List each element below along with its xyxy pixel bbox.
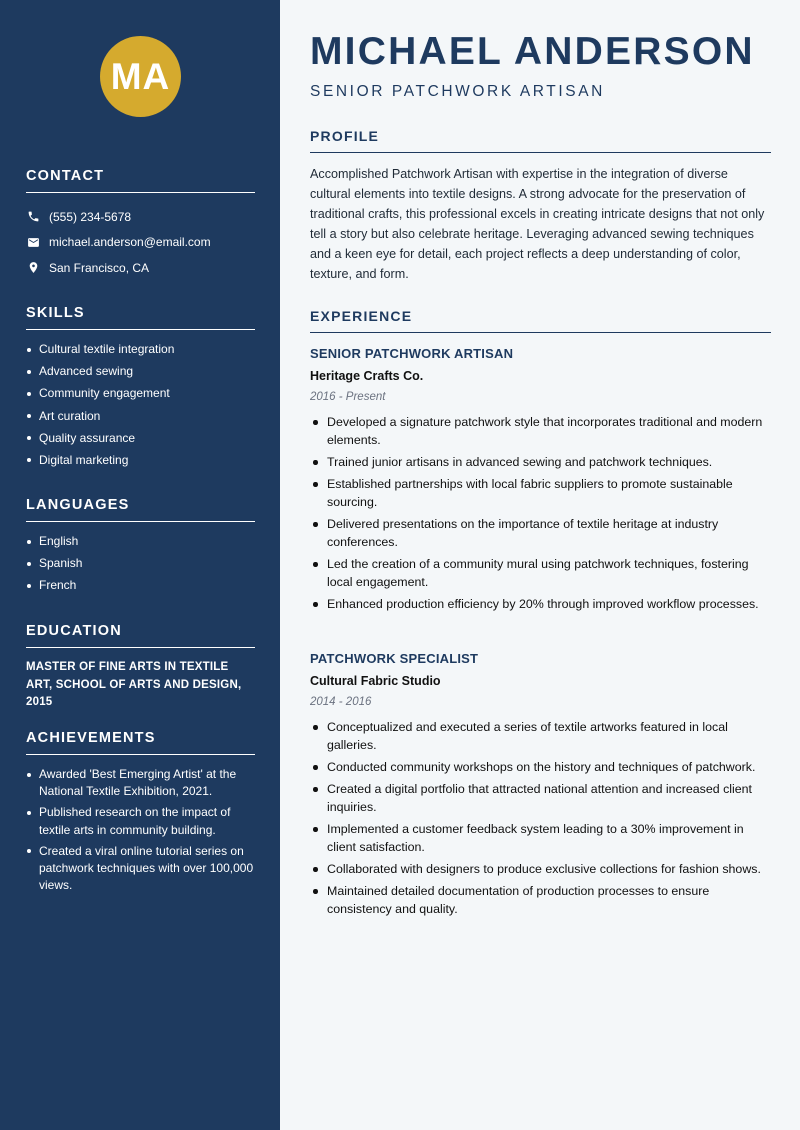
achievements-list xyxy=(26,766,255,894)
skill-item: Advanced sewing xyxy=(26,363,255,379)
avatar-initials: MA xyxy=(110,55,171,97)
job-title: PATCHWORK SPECIALIST xyxy=(310,651,479,666)
job-bullet: Led the creation of a community mural using patchwork techniques, fostering local engagement. xyxy=(310,555,771,591)
location-pin-icon xyxy=(26,261,40,275)
languages-section xyxy=(26,497,255,600)
profile-heading: PROFILE xyxy=(310,128,771,153)
skill-item: Art curation xyxy=(26,408,255,424)
job-bullets xyxy=(310,718,771,918)
language-item: English xyxy=(26,533,255,549)
page-title: MICHAEL ANDERSON xyxy=(310,30,755,73)
contact-list xyxy=(26,204,255,281)
profile-summary: Accomplished Patchwork Artisan with expertise in the integration of diverse cultural elements into textile designs. A strong advocate for the preservation of traditional crafts, this professional excels in creating intricate designs that not only tell a story but also celebrate heritage. Leveraging advanced sewing techniques and a keen eye for detail, each project reflects a deep understanding of color, texture, and form. xyxy=(310,167,765,281)
contact-heading: CONTACT xyxy=(26,168,255,193)
job-bullet: Trained junior artisans in advanced sewing and patchwork techniques. xyxy=(310,453,771,471)
job-dates: 2016 - Present xyxy=(310,391,386,403)
job-title: SENIOR PATCHWORK ARTISAN xyxy=(310,346,514,361)
skill-item: Quality assurance xyxy=(26,430,255,446)
achievements-section xyxy=(26,730,255,898)
education-degree: MASTER OF FINE ARTS IN TEXTILE ART, SCHOOL OF ARTS AND DESIGN, 2015 xyxy=(26,661,242,708)
education-section xyxy=(26,623,255,712)
achievement-item: Published research on the impact of textile arts in community building. xyxy=(26,804,255,838)
contact-email-text[interactable]: michael.anderson@email.com xyxy=(49,235,211,250)
experience-section xyxy=(310,308,771,333)
job-title-header: SENIOR PATCHWORK ARTISAN xyxy=(310,83,605,100)
job-bullet: Established partnerships with local fabric suppliers to promote sustainable sourcing. xyxy=(310,475,771,511)
languages-list xyxy=(26,533,255,593)
experience-job xyxy=(310,346,771,617)
job-bullets xyxy=(310,413,771,613)
contact-section xyxy=(26,168,255,281)
job-bullet: Delivered presentations on the importance of textile heritage at industry conferences. xyxy=(310,515,771,551)
achievement-item: Awarded 'Best Emerging Artist' at the National Textile Exhibition, 2021. xyxy=(26,766,255,800)
job-bullet: Maintained detailed documentation of production processes to ensure consistency and quality. xyxy=(310,882,771,918)
achievement-item: Created a viral online tutorial series on patchwork techniques with over 100,000 views. xyxy=(26,843,255,895)
job-bullet: Enhanced production efficiency by 20% through improved workflow processes. xyxy=(310,595,771,613)
contact-phone-text[interactable]: (555) 234-5678 xyxy=(49,209,132,224)
profile-section xyxy=(310,128,771,284)
education-heading: EDUCATION xyxy=(26,623,255,648)
phone-icon xyxy=(26,210,40,224)
sidebar xyxy=(0,0,280,1130)
job-bullet: Conceptualized and executed a series of textile artworks featured in local galleries. xyxy=(310,718,771,754)
skill-item: Digital marketing xyxy=(26,452,255,468)
experience-heading: EXPERIENCE xyxy=(310,308,771,333)
contact-location-text: San Francisco, CA xyxy=(49,260,150,275)
language-item: French xyxy=(26,577,255,593)
avatar xyxy=(100,36,181,117)
skill-item: Community engagement xyxy=(26,385,255,401)
job-bullet: Conducted community workshops on the history and techniques of patchwork. xyxy=(310,758,771,776)
job-bullet: Implemented a customer feedback system leading to a 30% improvement in client satisfaction. xyxy=(310,820,771,856)
skill-item: Cultural textile integration xyxy=(26,341,255,357)
languages-heading: LANGUAGES xyxy=(26,497,255,522)
language-item: Spanish xyxy=(26,555,255,571)
job-bullet: Developed a signature patchwork style that incorporates traditional and modern elements. xyxy=(310,413,771,449)
job-bullet: Collaborated with designers to produce exclusive collections for fashion shows. xyxy=(310,860,771,878)
contact-location xyxy=(26,255,255,281)
job-bullet: Created a digital portfolio that attracted national attention and increased client inquiries. xyxy=(310,780,771,816)
skills-list xyxy=(26,341,255,468)
skills-section xyxy=(26,305,255,474)
job-dates: 2014 - 2016 xyxy=(310,696,372,708)
email-icon xyxy=(26,235,40,249)
skills-heading: SKILLS xyxy=(26,305,255,330)
contact-email xyxy=(26,230,255,256)
achievements-heading: ACHIEVEMENTS xyxy=(26,730,255,755)
experience-job xyxy=(310,651,771,922)
job-company: Heritage Crafts Co. xyxy=(310,369,424,383)
contact-phone xyxy=(26,204,255,230)
job-company: Cultural Fabric Studio xyxy=(310,674,441,688)
